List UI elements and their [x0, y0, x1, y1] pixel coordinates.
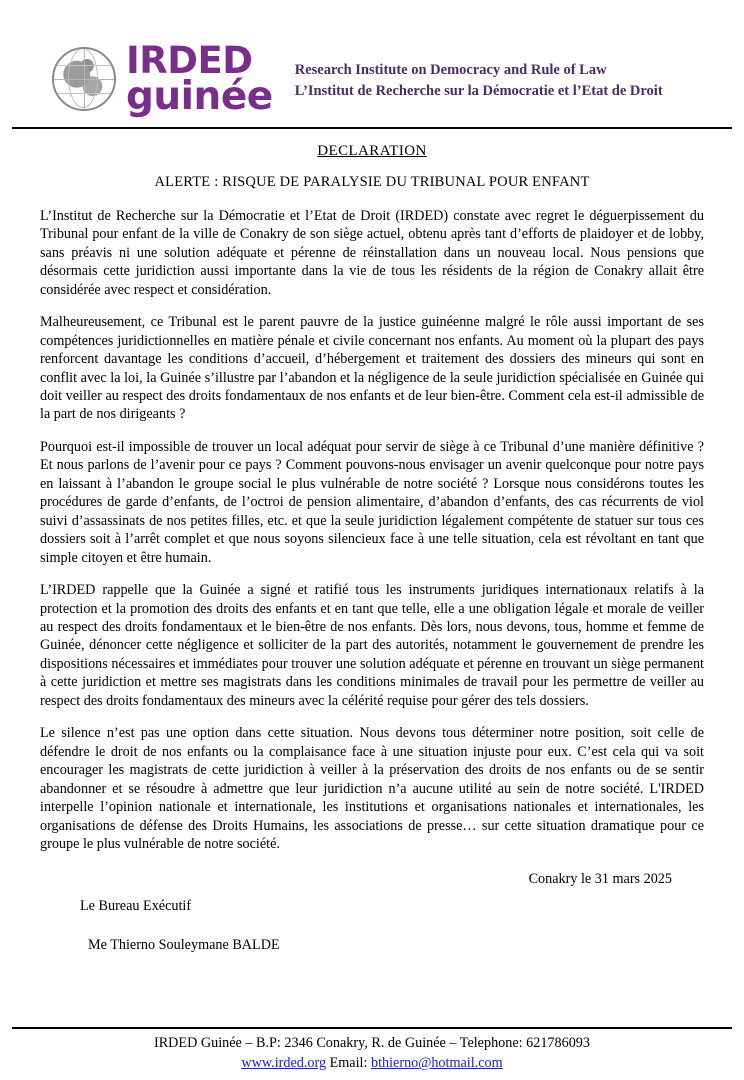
paragraph: Malheureusement, ce Tribunal est le parent pauvre de la justice guinéenne malgré le rôle aussi important de ses compétences juridictionnelles en matière pénale et civile concernant nos enfants. Au moment où la plupart des pays renforcent davantage les conditions d’accueil, d’hébergement et traitement des dossiers des mineurs qui sont en conflit avec la loi, la Guinée s’illustre par l’abandon et la négligence de la seule juridiction spécialisée en Guinée qui doit veiller au respect des droits fondamentaux de nos enfants et de leur bien-être. Comment cela est-il admissible de la part de nos dirigeants ? [40, 314, 704, 423]
logo-irded-text: IRDED [126, 39, 253, 82]
logo-guinee-text: guinée [126, 74, 273, 120]
globe-meridian-icon [68, 48, 98, 108]
institute-title-en: Research Institute on Democracy and Rule of Law [294, 62, 607, 79]
letterhead-header [0, 0, 744, 123]
globe-icon [52, 47, 116, 111]
institute-titles [295, 56, 663, 102]
logo-wordmark [126, 39, 273, 120]
signer-name: Me Thierno Souleymane BALDE [88, 937, 280, 954]
document-footer [0, 1027, 744, 1072]
institute-title-fr: L’Institut de Recherche sur la Démocratie et l’Etat de Droit [294, 83, 663, 100]
footer-contact-line: IRDED Guinée – B.P: 2346 Conakry, R. de Guinée – Telephone: 621786093 [153, 1035, 590, 1051]
paragraph: L’IRDED rappelle que la Guinée a signé et ratifié tous les instruments juridiques internationaux relatifs à la protection et la promotion des droits des enfants et en tant que telle, elle a une obligation légale et morale de veiller au respect des droits fondamentaux et le bien-être de nos enfants. Dès lors, nous devons, tous, homme et femme de Guinée, dénoncer cette négligence et solliciter de la part des autorités, notamment le gouvernement de prendre les dispositions nécessaires et immédiates pour trouver une solution adéquate et pérenne en trouvant un siège permanent à cette juridiction et mettre ses magistrats dans les conditions minimales de travail pour les permettre de veiller au respect des droits fondamentaux des mineurs avec la célérité requise pour gérer des tels dossiers. [40, 582, 704, 709]
website-link[interactable]: www.irded.org [241, 1055, 327, 1071]
place-date: Conakry le 31 mars 2025 [528, 871, 672, 888]
page-title: DECLARATION [317, 142, 427, 159]
alert-heading: ALERTE : RISQUE DE PARALYSIE DU TRIBUNAL POUR ENFANT [154, 173, 590, 190]
irded-logo [52, 39, 273, 120]
footer-links-line [0, 1055, 744, 1072]
paragraph: L’Institut de Recherche sur la Démocratie et l’Etat de Droit (IRDED) constate avec regret le déguerpissement du Tribunal pour enfant de la ville de Conakry de son siège actuel, obtenu après tant d’efforts de plaidoyer et de lobby, sans préavis ni une solution adéquate et pérenne de réinstallation dans un nouveau local. Nous pensions que désormais cette juridiction aussi importante dans la vie de tous les résidents de la région de Conakry allait être considérée avec respect et considération. [40, 207, 704, 298]
footer-divider [12, 1027, 732, 1029]
document-body [0, 129, 744, 955]
email-label: Email: [329, 1055, 368, 1071]
paragraph: Pourquoi est-il impossible de trouver un local adéquat pour servir de siège à ce Tribunal d’une manière définitive ? Et nous parlons de l’avenir pour ce pays ? Comment pouvons-nous envisager un avenir quelconque pour notre pays en laissant à l’abandon le groupe social le plus vulnérable de notre société ? Lorsque nous considérons toutes les procédures de garde d’enfants, de l’octroi de pension alimentaire, d’abandon d’enfants, des cas récurrents de viol suivi d’assassinats de nos petites filles, etc. et que la seule juridiction légalement compétente de statuer sur tous ces dossiers soit à l’arrêt complet et que nous soyons silencieux face à une telle situation, cela est révoltant en tant que simple citoyen et être humain. [40, 438, 704, 566]
email-link[interactable]: bthierno@hotmail.com [370, 1055, 503, 1071]
signer-office: Le Bureau Exécutif [80, 898, 192, 915]
paragraph: Le silence n’est pas une option dans cette situation. Nous devons tous déterminer notre position, soit celle de défendre le droit de nos enfants ou la complaisance face à une situation injuste pour eux. C’est cela qui va soit encourager les magistrats de cette juridiction à veiller à la préservation des droits de nos enfants ou de se sentir abandonner et se résoudre à admettre que leur juridiction n’a aucune utilité au sein de notre société. L'IRDED interpelle l’opinion nationale et internationale, les institutions et organisations nationales et internationales, les organisations de défense des Droits Humains, les associations de presse… sur cette situation dramatique pour ce groupe le plus vulnérable de notre société. [40, 725, 704, 852]
